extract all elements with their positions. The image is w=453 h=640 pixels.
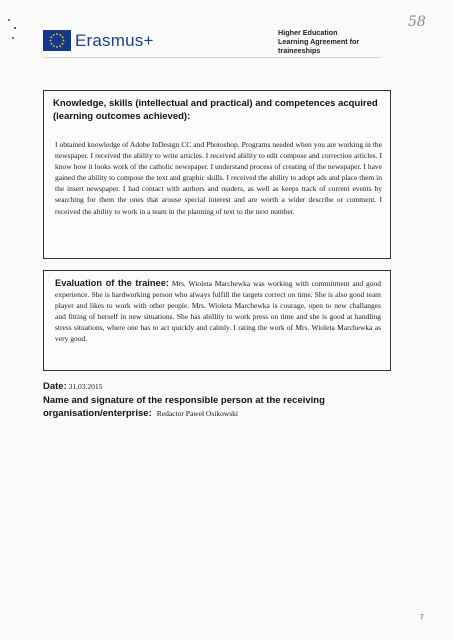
document-header-title [278,28,418,55]
scan-speck [12,37,14,39]
header-divider [43,57,381,58]
erasmus-logo [43,30,154,54]
date-value: 31.03.2015 [68,382,103,391]
date-line [43,381,102,392]
evaluation-paragraph [55,278,381,345]
signature-value: Redactor Paweł Osikowski [156,408,238,418]
header-title-line: Higher Education [278,28,338,37]
evaluation-section [43,270,391,371]
logo-text: Erasmus+ [75,31,154,50]
learning-outcomes-section [43,90,391,259]
signature-label: Name and signature of the responsible person at the receiving organisation/enterprise: [43,395,325,419]
signature-line [43,395,413,420]
header-title-line: Learning Agreement for [278,37,360,46]
date-label: Date: [43,381,67,392]
scan-speck [14,27,16,29]
scan-speck [8,19,10,21]
evaluation-label: Evaluation of the trainee: [55,278,169,288]
handwritten-page-mark: 58 [408,14,426,30]
section-title: Knowledge, skills (intellectual and practical) and competences acquired (learning outcomes achieved): [53,98,378,122]
eu-flag-icon [43,30,71,51]
learning-outcomes-text: I obtained knowledge of Adobe InDesign CC and Photoshop. Programs needed when you are working in the newspaper. I received the ability to write articles. I received ability to edit compose and correction articles. I know how it looks work of the catholic newspaper. I understand process of creating of the newspaper. I have gained the ability to compose the text and graphic skills. I received the ability to adopt ads and place them in the insert newspaper. I had contact with authors and readers, as well as keeps track of current events by searching for them the ones that arouse special interest and are worth a wider describe or comment. I received the ability to work in a team in the planning of text to the next number. [55,140,382,216]
evaluation-text: Mrs. Wioleta Marchewka was working with commitment and good experience. She is hardworking person who always fulfill the targets correct on time. She is also good team player and likes to work with other people. Mrs. Wioleta Marchewka is courage, open to new challanges and fitting of herself in new situations. She has abillity to work press on time and she is good at handling stress situations, where one has to act quickly and calmly. I rating the work of Mrs. Wioleta Marchewka as very good. [55,279,381,344]
header-title-line: traineeships [278,46,321,55]
page-number: 7 [420,614,424,621]
